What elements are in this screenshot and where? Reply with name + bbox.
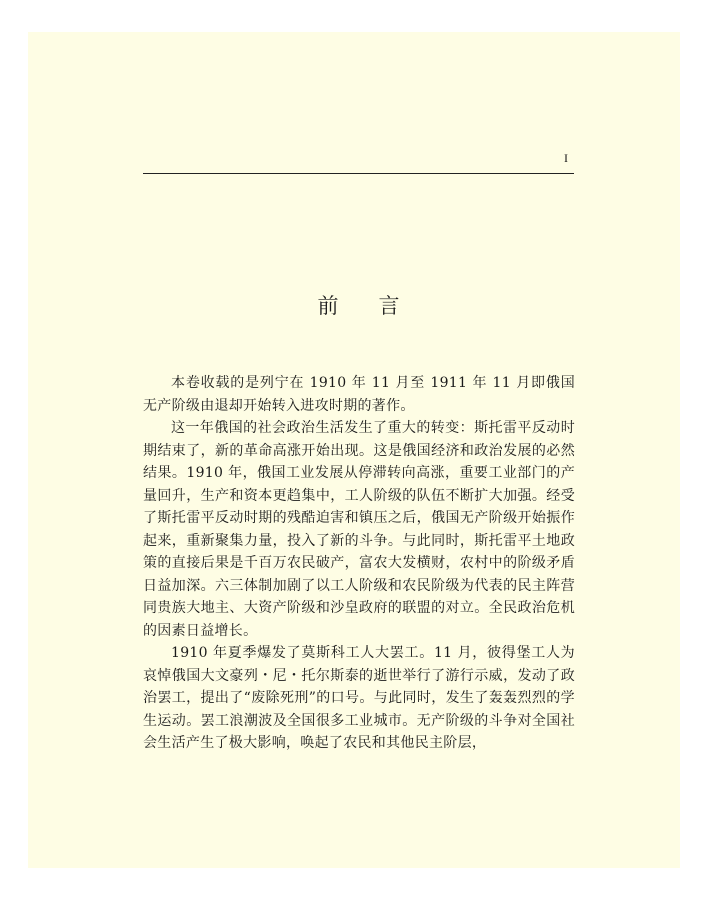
- paragraph: 本卷收载的是列宁在 1910 年 11 月至 1911 年 11 月即俄国无产阶级由退却开始转入进攻时期的著作。: [143, 375, 575, 414]
- page-title: 前言: [317, 294, 440, 318]
- header-rule: [143, 173, 574, 174]
- paragraph: 1910 年夏季爆发了莫斯科工人大罢工。11 月，彼得堡工人为哀悼俄国大文豪列・尼・托尔斯泰的逝世举行了游行示威，发动了政治罢工，提出了“废除死刑”的口号。与此同时，发生了轰轰烈烈的学生运动。罢工浪潮波及全国很多工业城市。无产阶级的斗争对全国社会生活产生了极大影响，唤起了农民和其他民主阶层，: [143, 645, 575, 751]
- body-text: [143, 372, 575, 755]
- paragraph: 这一年俄国的社会政治生活发生了重大的转变：斯托雷平反动时期结束了，新的革命高涨开始出现。这是俄国经济和政治发展的必然结果。1910 年，俄国工业发展从停滞转向高涨，重要工业部门的产量回升，生产和资本更趋集中，工人阶级的队伍不断扩大加强。经受了斯托雷平反动时期的残酷迫害和镇压之后，俄国无产阶级开始振作起来，重新聚集力量，投入了新的斗争。与此同时，斯托雷平土地政策的直接后果是千百万农民破产，富农大发横财，农村中的阶级矛盾日益加深。六三体制加剧了以工人阶级和农民阶级为代表的民主阵营同贵族大地主、大资产阶级和沙皇政府的联盟的对立。全民政治危机的因素日益增长。: [143, 420, 575, 639]
- page-number: I: [564, 151, 568, 165]
